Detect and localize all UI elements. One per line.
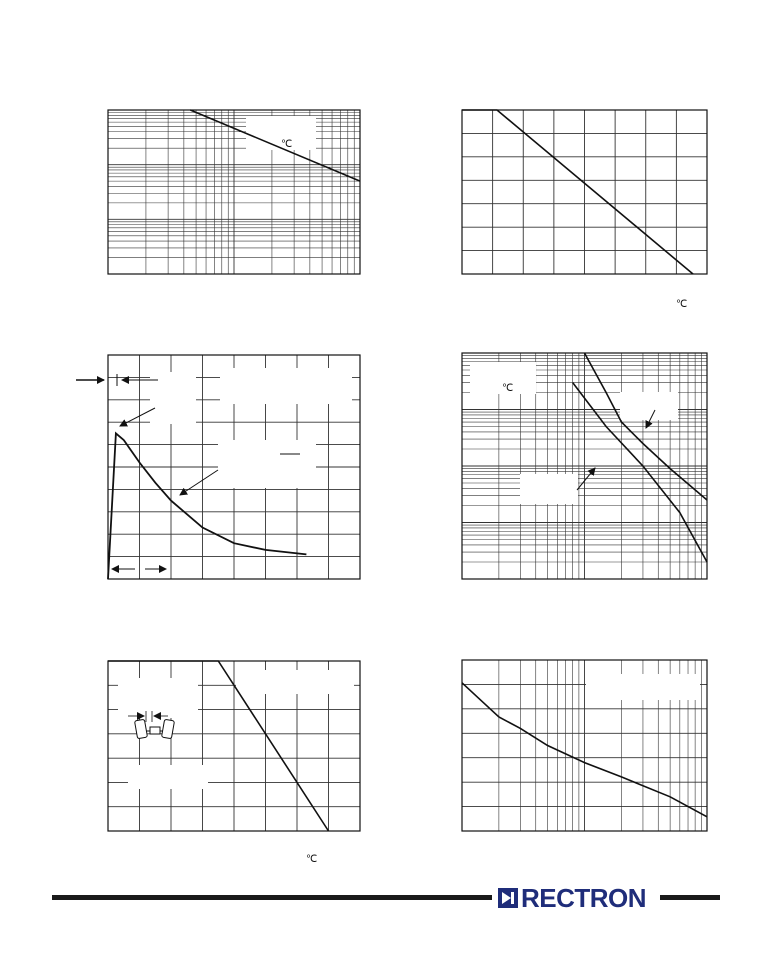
chart-fig3 — [76, 355, 360, 579]
brand-name: RECTRON — [521, 883, 647, 913]
chart-fig6 — [462, 660, 707, 831]
fig3-peak-pointer — [120, 408, 155, 426]
chart-fig1 — [108, 110, 360, 274]
rectron-logo-mark-icon — [498, 888, 518, 908]
chart-fig5 — [108, 661, 360, 865]
fig3-decay-pointer — [180, 470, 218, 495]
rectron-logo — [498, 880, 660, 916]
fig4-label-box-mid — [520, 474, 578, 504]
fig5-axis-unit: ℃ — [306, 854, 318, 865]
chart-fig2 — [462, 110, 707, 310]
chart-fig4 — [462, 353, 707, 579]
fig2-grid — [462, 110, 707, 274]
fig5-label-box-top — [236, 670, 354, 694]
fig2-series-curve — [462, 110, 693, 274]
fig4-label-box-right — [620, 392, 678, 420]
fig2-axis-unit: ℃ — [676, 299, 688, 310]
fig5-label-box-bottom — [128, 765, 208, 789]
fig3-label-box-top — [220, 368, 352, 404]
footer-rule-left — [52, 895, 492, 900]
fig1-grid — [108, 110, 360, 274]
fig5-label-box-left — [118, 678, 198, 718]
fig3-label-box-mid — [218, 440, 316, 488]
fig6-label-box — [586, 674, 700, 700]
footer-rule-right — [660, 895, 720, 900]
fig1-unit-label: ℃ — [281, 139, 293, 150]
fig4-unit-label: ℃ — [502, 383, 514, 394]
